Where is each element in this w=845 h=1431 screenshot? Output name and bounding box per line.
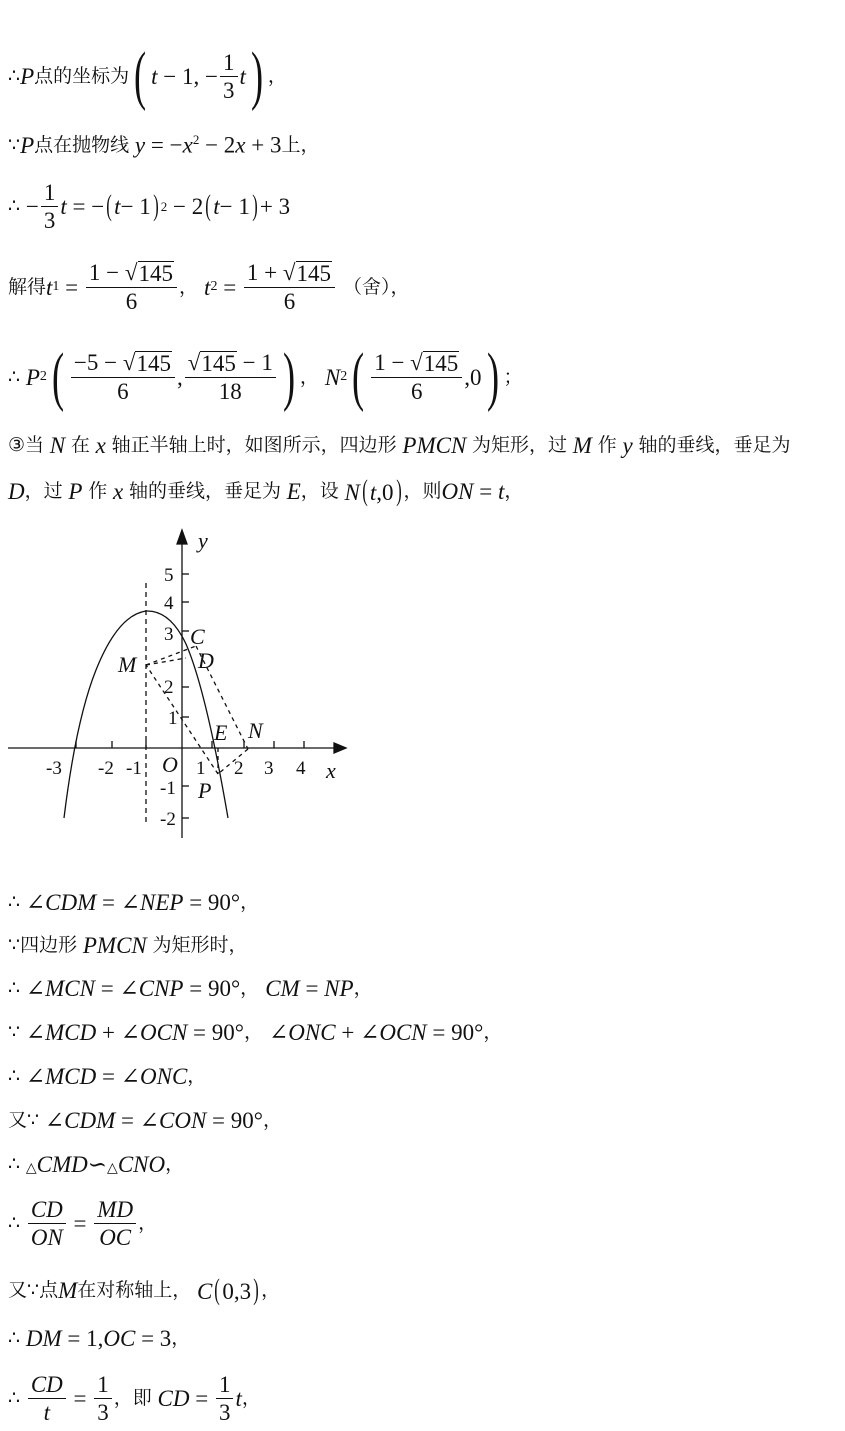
label-x: x <box>326 758 336 783</box>
l10-eq2: CM = NP <box>265 975 354 1001</box>
svg-text:-2: -2 <box>98 758 114 779</box>
l5-n2: N 2 ( 1 − √ 145 6 ,0 ) <box>324 340 499 413</box>
svg-text:-1: -1 <box>160 778 176 799</box>
line-8: ∴ ∠CDM = ∠NEP = 90° ， <box>8 889 260 915</box>
line-5: ∴ P 2 ( −5 − √ 145 6 , √ 145 − 1 18 ) ， N 2 ( 1 − √ 145 6 ,0 ) ； <box>8 340 523 413</box>
l7-n: N(t,0) <box>338 474 402 507</box>
svg-text:2: 2 <box>234 758 244 779</box>
svg-text:3: 3 <box>164 624 174 645</box>
therefore-symbol: ∴ <box>8 64 21 87</box>
var-p: P <box>20 63 35 89</box>
svg-text:-2: -2 <box>160 809 176 830</box>
l13-eq: ∠CDM = ∠CON = 90° <box>39 1107 263 1133</box>
l1-coord: ( t − 1, − $\frac{1}{3}$ t ) <box>134 39 263 112</box>
line-11: ∵ ∠MCD + ∠OCN = 90° ， ∠ONC + ∠OCN = 90° ， <box>8 1019 503 1045</box>
line-3: ∴ − $\frac{1}{3}$ t = − ( t − 1 ) 2 − 2 ( t − 1 ) + 3 <box>8 179 291 233</box>
line-15: ∴ $\frac{CD}{ON}$ = $\frac{MD}{OC}$ ， <box>8 1196 158 1250</box>
l4-t1: t 1 = 1 − √ 145 6 <box>46 261 179 313</box>
label-e: E <box>214 720 228 745</box>
l10-eq1: ∠MCN = ∠CNP = 90° <box>20 975 241 1001</box>
label-d: D <box>198 648 214 673</box>
line-7: D ，过 P 作 x 轴的垂线，垂足为 E ，设 N(t,0) ，则 ON = t ， <box>8 474 524 507</box>
label-origin: O <box>162 752 178 777</box>
l8-eq: ∠CDM = ∠NEP = 90° <box>20 889 241 915</box>
l4-t2: t 2 = 1 + √ 145 6 <box>204 261 337 313</box>
y-axis-arrow <box>177 530 187 544</box>
svg-text:3: 3 <box>264 758 274 779</box>
line-1: ∴ P 点的坐标为 ( t − 1, − $\frac{1}{3}$ t ) ， <box>8 39 287 112</box>
svg-text:1: 1 <box>168 708 178 729</box>
line-6: ③当 N 在 x 轴正半轴上时，如图所示，四边形 PMCN 为矩形，过 M 作 y 轴的垂线，垂足为 <box>8 432 791 458</box>
line-10: ∴ ∠MCN = ∠CNP = 90° ， CM = NP ， <box>8 975 373 1001</box>
svg-text:4: 4 <box>296 758 306 779</box>
line-17: ∴ DM = 1,OC = 3 ， <box>8 1325 191 1351</box>
x-tick-labels: -3 <box>46 758 62 779</box>
l18-eq: $\frac{CD}{t}$ = $\frac{1}{3}$ <box>20 1373 114 1424</box>
x-ticks <box>76 741 304 748</box>
l18-eq2: CD = $\frac{1}{3}$ t <box>151 1371 242 1425</box>
svg-text:4: 4 <box>164 593 174 614</box>
svg-text:-1: -1 <box>126 758 142 779</box>
l2-equation: $y = -x^2 - 2x + 3$ <box>129 132 282 158</box>
label-y: y <box>198 528 208 553</box>
line-4: 解得 t 1 = 1 − √ 145 6 ， t 2 = 1 + √ 145 6 （舍）， <box>8 260 410 314</box>
svg-text:1: 1 <box>196 758 206 779</box>
line-14: ∴ △CMD∽△CNO ， <box>8 1151 185 1177</box>
l11-eq2: ∠ONC + ∠OCN = 90° <box>269 1019 484 1045</box>
l14-eq: △CMD∽△CNO <box>25 1151 166 1177</box>
line-9: ∵ 四边形 PMCN 为矩形时， <box>8 932 248 958</box>
label-m: M <box>118 652 137 677</box>
line-16: 又∵点 M 在对称轴上， C(0,3) ， <box>8 1273 281 1306</box>
l17-eq: DM = 1,OC = 3 <box>20 1325 172 1351</box>
l12-eq: ∠MCD = ∠ONC <box>20 1063 188 1089</box>
x-axis-arrow <box>334 743 346 753</box>
because-symbol: ∵ <box>8 133 21 156</box>
l1-text: 点的坐标为 <box>34 64 130 87</box>
l5-p2: P 2 ( −5 − √ 145 6 , √ 145 − 1 18 ) <box>20 340 295 413</box>
y-tick-labels: 5 <box>164 565 174 586</box>
label-p: P <box>198 778 212 803</box>
y-ticks <box>182 574 189 818</box>
l11-eq1: ∠MCD + ∠OCN = 90° <box>20 1019 244 1045</box>
label-c: C <box>190 624 205 649</box>
line-2: ∵ P 点在抛物线 $y = -x^2 - 2x + 3$ 上， <box>8 132 320 158</box>
l16-c: C(0,3) <box>191 1273 259 1306</box>
line-13: 又∵ ∠CDM = ∠CON = 90° ， <box>8 1107 282 1133</box>
l7-eq: ON = t <box>441 478 505 504</box>
label-n: N <box>248 718 263 743</box>
parabola-figure <box>0 520 360 850</box>
l3-equation: − $\frac{1}{3}$ t = − ( t − 1 ) 2 − 2 ( t − 1 ) + 3 <box>20 179 291 233</box>
l15-eq: $\frac{CD}{ON}$ = $\frac{MD}{OC}$ <box>20 1198 138 1249</box>
line-18: ∴ $\frac{CD}{t}$ = $\frac{1}{3}$ ，即 CD = $\frac{1}{3}$ t ， <box>8 1371 261 1425</box>
svg-text:2: 2 <box>164 677 174 698</box>
line-12: ∴ ∠MCD = ∠ONC ， <box>8 1063 207 1089</box>
